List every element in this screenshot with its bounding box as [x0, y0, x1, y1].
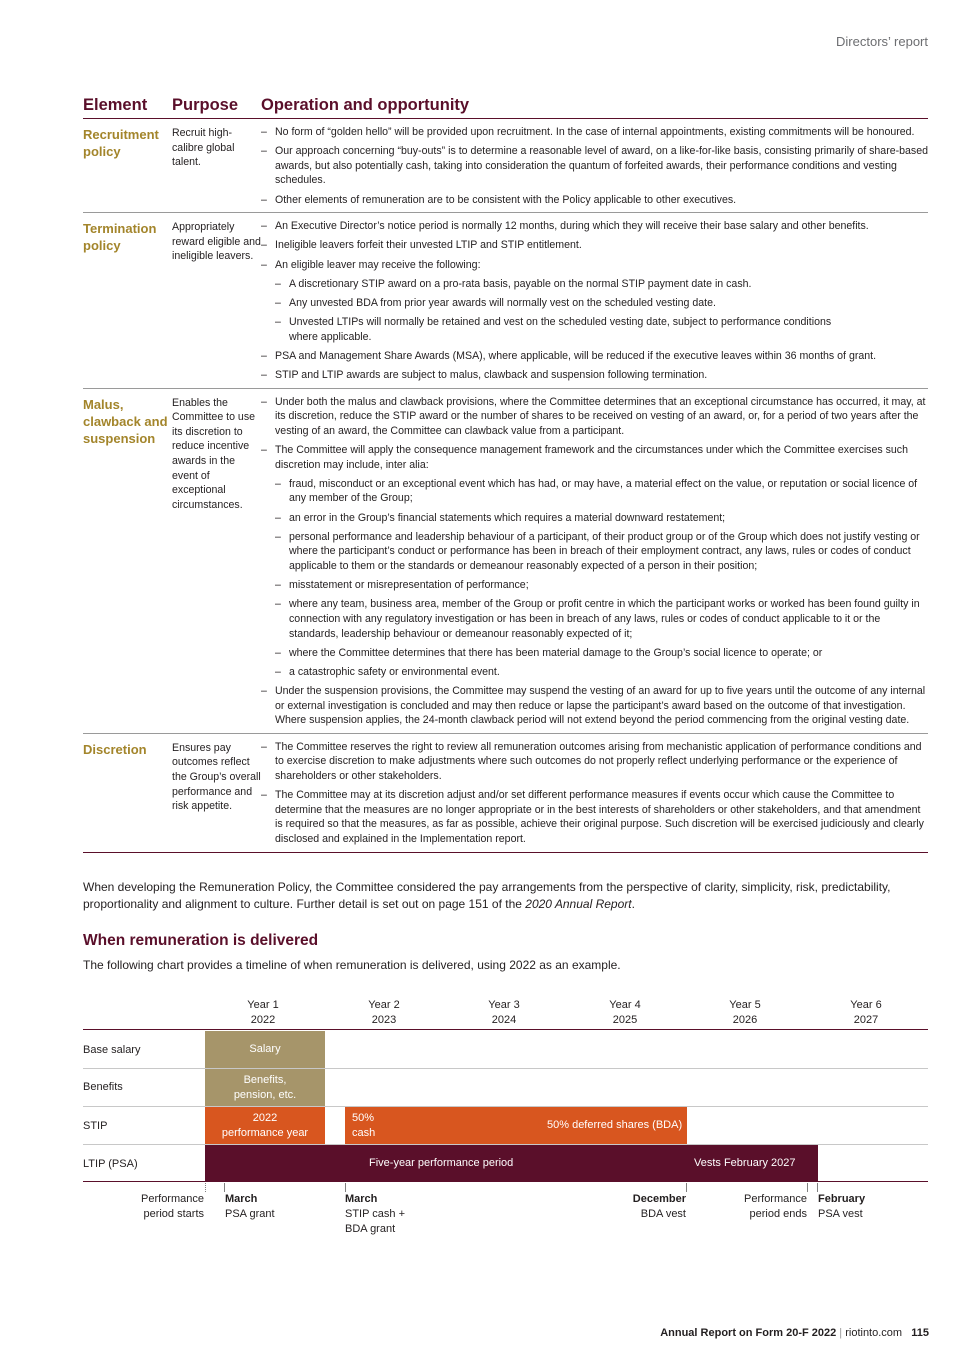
sub-list-item: – misstatement or misrepresentation of performance;	[275, 578, 928, 593]
table-row	[83, 119, 928, 213]
sub-list-item: – Any unvested BDA from prior year awards will normally vest on the scheduled vesting date.	[275, 296, 928, 311]
year-header: Year 6 2027	[850, 999, 882, 1026]
footer-report: Annual Report on Form 20-F 2022	[660, 1327, 837, 1339]
row-label-base-salary: Base salary	[83, 1044, 141, 1056]
chart-top-rule	[83, 1029, 928, 1030]
table-header	[83, 96, 928, 119]
tick-mark	[205, 1183, 206, 1192]
marker-bda-vest: December BDA vest	[632, 1193, 686, 1220]
list-item: – Ineligible leavers forfeit their unvested LTIP and STIP entitlement.	[261, 238, 928, 253]
section-title: Directors’ report	[836, 34, 928, 49]
purpose-text: Recruit high-calibre global talent.	[172, 127, 235, 169]
policy-paragraph	[83, 879, 928, 913]
row-label-ltip: LTIP (PSA)	[83, 1158, 138, 1170]
list-item: – The Committee reserves the right to review all remuneration outcomes arising from mechanistic application of performance conditions and to exercise discretion to make adjustments where such outcomes do not properly reflect underlying performance or the experience of shareholders or other stakeholders.	[261, 740, 928, 784]
list-item: – Our approach concerning “buy-outs” is to determine a reasonable level of award, on a like-for-like basis, consisting primarily of share-based awards, but also potentially cash, taking into consideration the quantum of forfeited awards, their performance conditions and vesting schedules.	[261, 144, 928, 188]
stip-cash-label: 50% cash	[352, 1112, 376, 1139]
marker-performance-end: Performance period ends	[744, 1193, 807, 1220]
marker-psa-grant: March PSA grant	[225, 1193, 275, 1220]
ltip-vests-label: Vests February 2027	[694, 1157, 796, 1169]
element-label: Termination policy	[83, 221, 157, 254]
footer-site: riotinto.com	[845, 1327, 903, 1339]
section-heading: When remuneration is delivered	[83, 932, 319, 949]
sub-list-item: – personal performance and leadership behaviour of a participant, of their product group or of the Group which does not justify vesting or where the participant’s conduct or performance has been in breach of their employment contract, any laws, rules or codes of conduct applicable to them or the standards or demeanour reasonably expected of a person in their position;	[275, 530, 928, 574]
table-row	[83, 213, 928, 389]
salary-bar: Salary	[205, 1031, 325, 1068]
element-label: Recruitment policy	[83, 127, 159, 159]
year-header: Year 2 2023	[368, 999, 400, 1026]
element-label: Discretion	[83, 741, 147, 757]
tick-mark	[345, 1183, 346, 1192]
page-footer: Annual Report on Form 20-F 2022 | riotinto.com 115	[660, 1327, 929, 1339]
element-label: Malus, clawback and suspension	[83, 396, 168, 446]
operation-list	[261, 219, 928, 383]
paragraph-end: .	[631, 897, 635, 911]
stip-deferred-label: 50% deferred shares (BDA)	[547, 1119, 683, 1131]
tick-mark	[817, 1183, 818, 1192]
benefits-bar: Benefits, pension, etc.	[205, 1069, 325, 1106]
list-item: – The Committee will apply the consequence management framework and the circumstances under which the Committee exercises such discretion may include, inter alia:	[261, 443, 928, 472]
list-item: – Under both the malus and clawback provisions, where the Committee determines that an exceptional circumstance has occurred, it may, at its discretion, reduce the STIP award or the number of shares to be received on vesting of an award, or, for a period of two years after the vesting of an award, the Committee can clawback value from a participant.	[261, 395, 928, 439]
paragraph-italic: 2020 Annual Report	[525, 897, 632, 911]
row-label-benefits: Benefits	[83, 1081, 123, 1093]
purpose-text: Enables the Committee to use its discretion to reduce incentive awards in the event of exceptional circumstances.	[172, 396, 256, 511]
operation-list	[261, 740, 928, 847]
section-intro: The following chart provides a timeline of when remuneration is delivered, using 2022 as an example.	[83, 958, 621, 972]
policy-table	[83, 96, 928, 853]
sub-list-item: – where any team, business area, member of the Group or profit centre in which the participant works or worked has been found guilty in connection with any regulatory investigation or has been in breach of any laws, rules or codes of conduct applicable to it or the standards, leadership behaviour or demeanour reasonably expected of it;	[275, 597, 928, 641]
list-item: – No form of “golden hello” will be provided upon recruitment. In the case of internal appointments, existing commitments will be honoured.	[261, 125, 928, 140]
paragraph-text: When developing the Remuneration Policy, the Committee considered the pay arrangements from the perspective of clarity, simplicity, risk, predictability, proportionality and alignment to culture. Further detail is set out on page 151 of the	[83, 880, 891, 911]
list-item: – An Executive Director’s notice period is normally 12 months, during which they will receive their base salary and other benefits.	[261, 219, 928, 234]
tick-mark	[224, 1183, 225, 1192]
row-label-stip: STIP	[83, 1120, 108, 1132]
sub-list-item: – A discretionary STIP award on a pro-rata basis, payable on the normal STIP payment date in cash.	[275, 277, 928, 292]
purpose-text: Appropriately reward eligible and ineligible leavers.	[172, 221, 261, 263]
marker-performance-start: Performance period starts	[141, 1193, 204, 1220]
marker-psa-vest: February PSA vest	[818, 1193, 866, 1220]
operation-list	[261, 125, 928, 207]
stip-performance-bar: 2022 performance year	[205, 1107, 325, 1144]
sub-list-item: – where the Committee determines that there has been material damage to the Group’s social licence to operate; or	[275, 646, 928, 661]
marker-stip-cash: March STIP cash + BDA grant	[345, 1193, 406, 1235]
list-item: – PSA and Management Share Awards (MSA), where applicable, will be reduced if the executive leaves within 36 months of grant.	[261, 349, 928, 364]
tick-mark	[686, 1183, 687, 1192]
tick-mark	[807, 1183, 808, 1192]
year-header: Year 5 2026	[729, 999, 761, 1026]
table-row	[83, 389, 928, 734]
list-item: – The Committee may at its discretion adjust and/or set different performance measures if events occur which cause the Committee to determine that the measures are no longer appropriate or in the best interests of shareholders or other stakeholders, and that amendment is required so that the measures, as far as possible, achieve their original purpose. Such discretion will be exercised judiciously and clearly disclosed and explained in the Implementation report.	[261, 788, 928, 846]
table-row	[83, 734, 928, 853]
year-header: Year 1 2022	[247, 999, 279, 1026]
sub-list-item: – an error in the Group’s financial statements which requires a material downward restatement;	[275, 511, 928, 526]
year-header: Year 4 2025	[609, 999, 641, 1026]
list-item: – An eligible leaver may receive the following:	[261, 258, 928, 273]
sub-list-item: – a catastrophic safety or environmental event.	[275, 665, 928, 680]
list-item: – Under the suspension provisions, the Committee may suspend the vesting of an award for up to five years until the outcome of any internal or external investigation is concluded and may then reduce or lapse the participant’s award based on the outcome of that investigation. Where suspension applies, the 24-month clawback period will not extend beyond the period commencing from the original vesting date.	[261, 684, 928, 728]
page-number: 115	[911, 1327, 929, 1339]
list-item: – STIP and LTIP awards are subject to malus, clawback and suspension following termination.	[261, 368, 928, 383]
sub-list-item: – fraud, misconduct or an exceptional event which has had, or may have, a material effect on the value, or reputation or social licence of any member of the Group;	[275, 477, 928, 506]
chart-bottom-rule	[83, 1181, 928, 1182]
header-purpose: Purpose	[172, 96, 239, 114]
ltip-period-label: Five-year performance period	[369, 1157, 514, 1169]
header-element: Element	[83, 96, 148, 114]
sub-list-item: – Unvested LTIPs will normally be retained and vest on the scheduled vesting date, subject to performance conditions where applicable.	[275, 315, 928, 344]
year-header: Year 3 2024	[488, 999, 520, 1026]
list-item: – Other elements of remuneration are to be consistent with the Policy applicable to other executives.	[261, 193, 928, 208]
operation-list	[261, 395, 928, 728]
header-operation: Operation and opportunity	[261, 96, 470, 114]
purpose-text: Ensures pay outcomes reflect the Group’s overall performance and risk appetite.	[172, 741, 261, 813]
